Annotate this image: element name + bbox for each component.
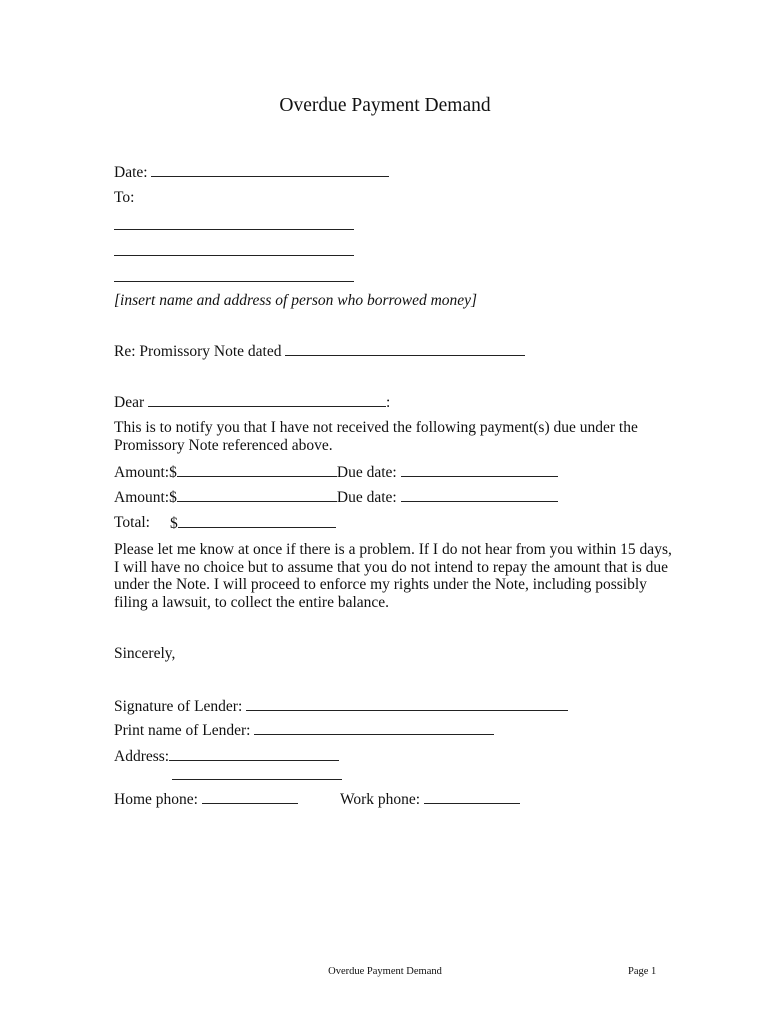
amount-label: Amount:$ [114,489,177,506]
home-phone-blank[interactable] [202,790,298,804]
amount-row-1 [114,463,558,482]
due-date-2-blank[interactable] [401,488,558,502]
amount-1-blank[interactable] [177,463,337,477]
signature-blank[interactable] [246,697,568,711]
signature-label: Signature of Lender: [114,698,243,715]
work-phone-row [340,790,520,809]
print-name-blank[interactable] [254,721,494,735]
home-phone-row [114,790,298,809]
recipient-line-2[interactable] [114,255,354,256]
address-blank-1[interactable] [169,747,339,761]
footer-page-number: Page 1 [628,966,657,977]
recipient-line-3[interactable] [114,281,354,282]
dear-label: Dear [114,394,145,411]
notice-line: This is to notify you that I have not received the following payment(s) due under the [114,419,638,436]
amount-row-2 [114,488,558,507]
due-date-1-blank[interactable] [401,463,558,477]
date-blank[interactable] [151,163,389,177]
date-label: Date: [114,164,148,181]
dear-colon: : [386,394,391,411]
warning-paragraph [114,541,672,611]
warning-line: filing a lawsuit, to collect the entire balance. [114,593,390,611]
salutation-line [114,393,390,412]
recipient-line-1[interactable] [114,229,354,230]
notice-paragraph [114,419,638,454]
to-label: To: [114,189,135,206]
due-date-label: Due date: [336,489,397,506]
home-phone-label: Home phone: [114,791,198,808]
print-name-label: Print name of Lender: [114,722,251,739]
address-blank-2[interactable] [172,779,342,780]
amount-label: Amount:$ [114,464,177,481]
work-phone-blank[interactable] [424,790,520,804]
total-row [170,514,336,533]
borrower-instruction: [insert name and address of person who borrowed money] [114,292,478,309]
total-label: Total: [114,514,150,531]
due-date-label: Due date: [336,464,397,481]
closing: Sincerely, [114,645,176,662]
signature-row [114,697,568,716]
address-label: Address: [114,748,170,765]
dear-name-blank[interactable] [148,393,386,407]
print-name-row [114,721,494,740]
note-date-blank[interactable] [285,342,525,356]
amount-2-blank[interactable] [177,488,337,502]
warning-line: I will have no choice but to assume that you do not intend to repay the amount that is due [114,558,669,576]
footer-title: Overdue Payment Demand [328,966,442,977]
address-row [114,747,339,766]
re-line [114,342,525,361]
document-title: Overdue Payment Demand [279,95,491,116]
total-dollar: $ [170,515,178,532]
warning-line: Please let me know at once if there is a problem. If I do not hear from you within 15 days, [114,541,672,558]
date-line [114,163,389,182]
notice-line: Promissory Note referenced above. [114,436,333,454]
work-phone-label: Work phone: [340,791,421,808]
total-blank[interactable] [178,514,336,528]
warning-line: under the Note. I will proceed to enforce my rights under the Note, including possibly [114,576,647,593]
re-label: Re: Promissory Note dated [114,343,282,360]
